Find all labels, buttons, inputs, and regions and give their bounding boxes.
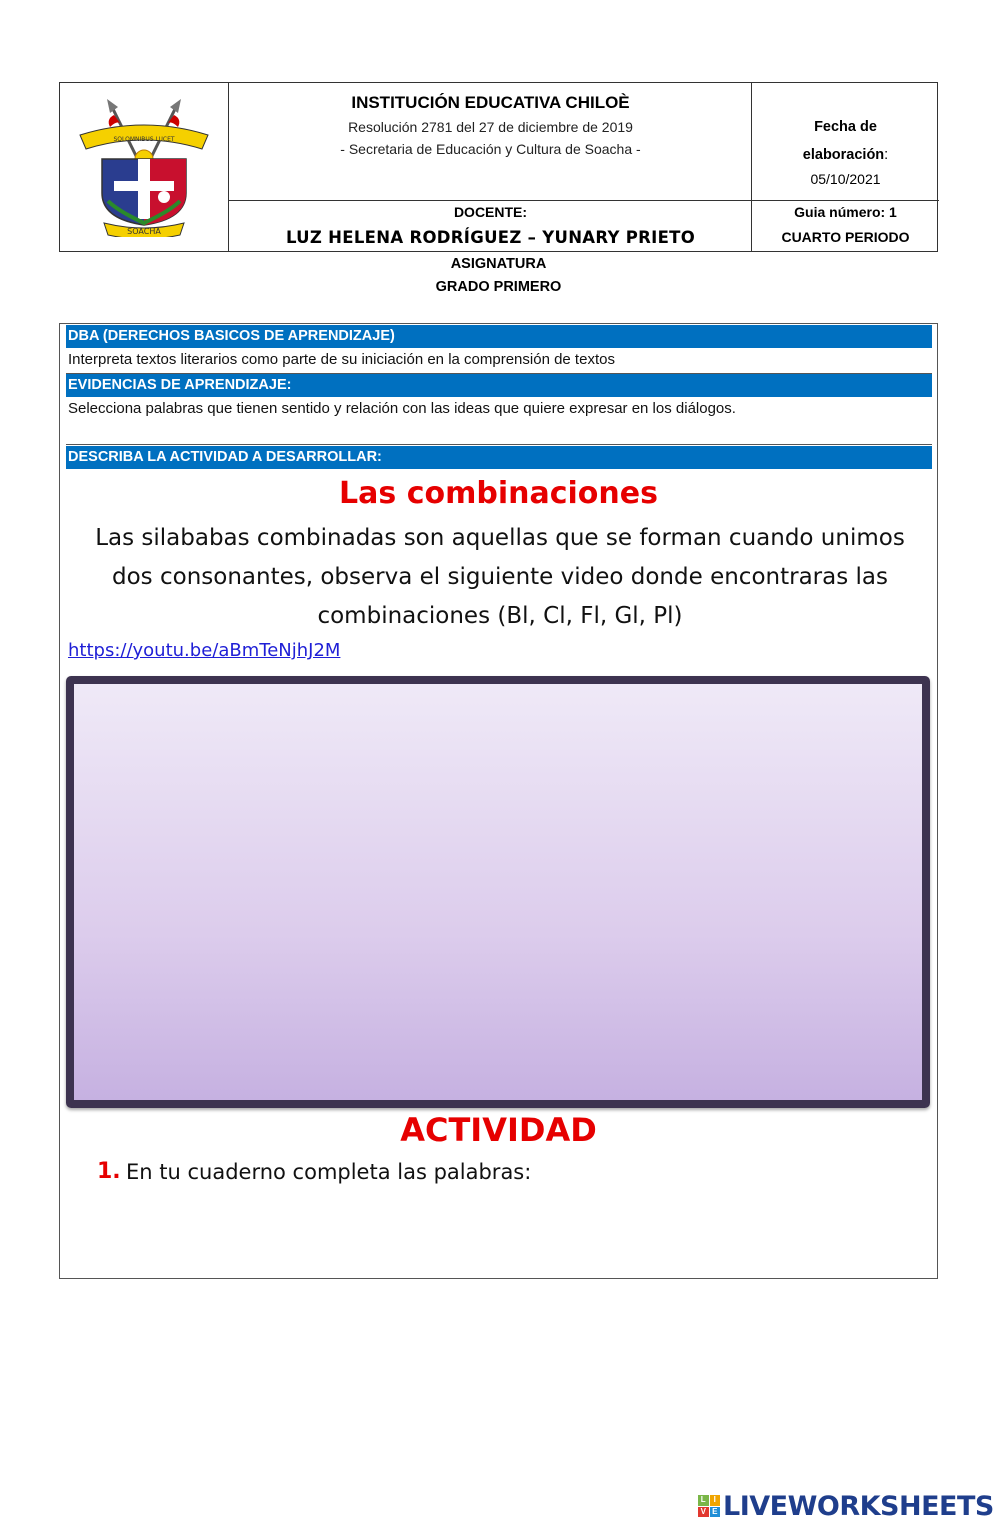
grado-label: GRADO PRIMERO [435, 279, 562, 295]
periodo: CUARTO PERIODO [781, 229, 910, 245]
icon-letter: V [698, 1507, 709, 1518]
icon-letter: I [710, 1495, 721, 1506]
logo-banner-text: SOLOMNIBUS LUCET [113, 136, 175, 143]
video-embed[interactable] [66, 676, 930, 1108]
actividad-section-title: DESCRIBA LA ACTIVIDAD A DESARROLLAR: [66, 446, 932, 469]
fecha-label [752, 113, 939, 169]
asignatura-label: ASIGNATURA [450, 256, 547, 272]
paragraph-line: Las silababas combinadas son aquellas que se forman cuando unimos [95, 525, 905, 551]
secretary-text: - Secretaria de Educación y Cultura de Soacha - [340, 141, 641, 157]
fecha-colon: : [884, 147, 889, 163]
liveworksheets-brand[interactable] [698, 1490, 994, 1522]
fecha-value: 05/10/2021 [810, 171, 881, 187]
institution-name: INSTITUCIÓN EDUCATIVA CHILOÈ [351, 93, 630, 112]
header-table [59, 82, 938, 252]
item-number: 1. [97, 1159, 121, 1184]
school-crest-logo [74, 97, 214, 237]
divider [228, 200, 939, 201]
logo-city-text: SOACHA [127, 227, 161, 236]
docente-label: DOCENTE: [453, 204, 528, 220]
resolution-text: Resolución 2781 del 27 de diciembre de 2019 [348, 119, 633, 135]
evidencias-text: Selecciona palabras que tienen sentido y relación con las ideas que quiere expresar en los diálogos. [68, 400, 736, 417]
fecha-label-elaboracion: elaboración [802, 147, 885, 163]
fecha-label-line2 [752, 141, 939, 169]
actividad-title: ACTIVIDAD [400, 1111, 597, 1149]
liveworksheets-icon [698, 1495, 720, 1517]
paragraph-line: dos consonantes, observa el siguiente video donde encontraras las [112, 564, 888, 590]
lesson-paragraph [80, 519, 920, 636]
icon-letter: E [710, 1507, 721, 1518]
dba-section-title: DBA (DERECHOS BASICOS DE APRENDIZAJE) [66, 325, 932, 348]
dba-text: Interpreta textos literarios como parte de su iniciación en la comprensión de textos [68, 351, 615, 368]
paragraph-line: combinaciones (Bl, Cl, Fl, Gl, Pl) [317, 603, 683, 629]
brand-text: LIVEWORKSHEETS [723, 1490, 994, 1522]
evidencias-section-title: EVIDENCIAS DE APRENDIZAJE: [66, 374, 932, 397]
divider [66, 444, 932, 445]
lesson-title: Las combinaciones [339, 476, 658, 511]
docente-name: LUZ HELENA RODRÍGUEZ – YUNARY PRIETO [285, 228, 696, 247]
icon-letter: L [698, 1495, 709, 1506]
video-link[interactable]: https://youtu.be/aBmTeNjhJ2M [68, 640, 341, 661]
fecha-label-line1: Fecha de [814, 119, 877, 135]
guia-number: Guia número: 1 [794, 204, 897, 220]
item-instruction: En tu cuaderno completa las palabras: [126, 1160, 532, 1184]
